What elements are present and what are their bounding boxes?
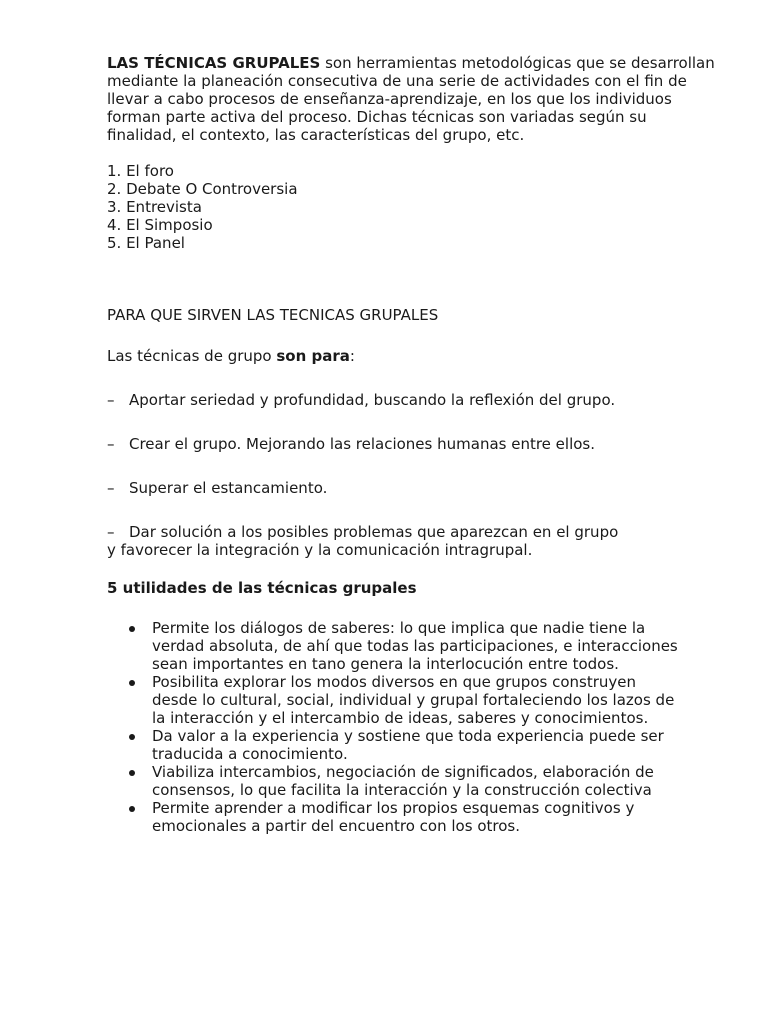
section-title: PARA QUE SIRVEN LAS TECNICAS GRUPALES [107, 306, 439, 324]
intro-bold-lead: LAS TÉCNICAS GRUPALES [107, 54, 321, 72]
list-item [107, 435, 727, 453]
list-item [107, 523, 727, 541]
bullet-icon [129, 770, 135, 776]
bullet-icon [129, 626, 135, 632]
list-item [107, 727, 682, 763]
intro-text: son herramientas metodológicas que se desarrollan mediante la planeación consecutiva de una serie de actividades con el fin de llevar a cabo procesos de enseñanza-aprendizaje, en los que los individuos forman parte activa del proceso. Dichas técnicas son variadas según su finalidad, el contexto, las características del grupo, etc. [107, 54, 715, 144]
techniques-list [107, 162, 727, 252]
purposes-list [107, 391, 727, 541]
intro-paragraph [107, 54, 719, 144]
dash-marker: – [107, 435, 115, 453]
lead-bold: son para [276, 347, 350, 365]
dash-marker: – [107, 391, 115, 409]
utility-text: Permite los diálogos de saberes: lo que implica que nadie tiene la verdad absoluta, de ahí que todas las participaciones, e interacciones sean importantes en tano genera la interlocución entre todos. [152, 619, 678, 673]
list-item [107, 391, 727, 409]
purpose-text: Crear el grupo. Mejorando las relaciones humanas entre ellos. [129, 435, 595, 453]
purpose-text: Aportar seriedad y profundidad, buscando la reflexión del grupo. [129, 391, 616, 409]
list-item [107, 479, 727, 497]
utilities-list [107, 619, 727, 835]
utility-text: Permite aprender a modificar los propios esquemas cognitivos y emocionales a partir del encuentro con los otros. [152, 799, 635, 835]
lead-after: : [349, 347, 355, 365]
list-item: 2. Debate O Controversia [107, 180, 298, 198]
lead-before: Las técnicas de grupo [107, 347, 277, 365]
dash-marker: – [107, 479, 115, 497]
lead-sentence [107, 347, 727, 365]
list-item: 4. El Simposio [107, 216, 213, 234]
purpose-continuation: y favorecer la integración y la comunicación intragrupal. [107, 541, 533, 559]
document-page [107, 54, 727, 835]
utility-text: Viabiliza intercambios, negociación de significados, elaboración de consensos, lo que facilita la interacción y la construcción colectiva [152, 763, 654, 799]
list-item: 5. El Panel [107, 234, 185, 252]
list-item: 3. Entrevista [107, 198, 202, 216]
utility-text: Da valor a la experiencia y sostiene que toda experiencia puede ser traducida a conocimiento. [152, 727, 664, 763]
bullet-icon [129, 734, 135, 740]
bullet-icon [129, 680, 135, 686]
list-item [107, 619, 682, 673]
purpose-text: Superar el estancamiento. [129, 479, 328, 497]
utility-text: Posibilita explorar los modos diversos en que grupos construyen desde lo cultural, social, individual y grupal fortaleciendo los lazos de la interacción y el intercambio de ideas, saberes y conocimientos. [152, 673, 675, 727]
bullet-icon [129, 806, 135, 812]
list-item [107, 799, 682, 835]
list-item [107, 673, 682, 727]
list-item [107, 763, 682, 799]
purpose-text: Dar solución a los posibles problemas que aparezcan en el grupo [129, 523, 619, 541]
list-item: 1. El foro [107, 162, 174, 180]
dash-marker: – [107, 523, 115, 541]
utilities-title: 5 utilidades de las técnicas grupales [107, 579, 417, 597]
